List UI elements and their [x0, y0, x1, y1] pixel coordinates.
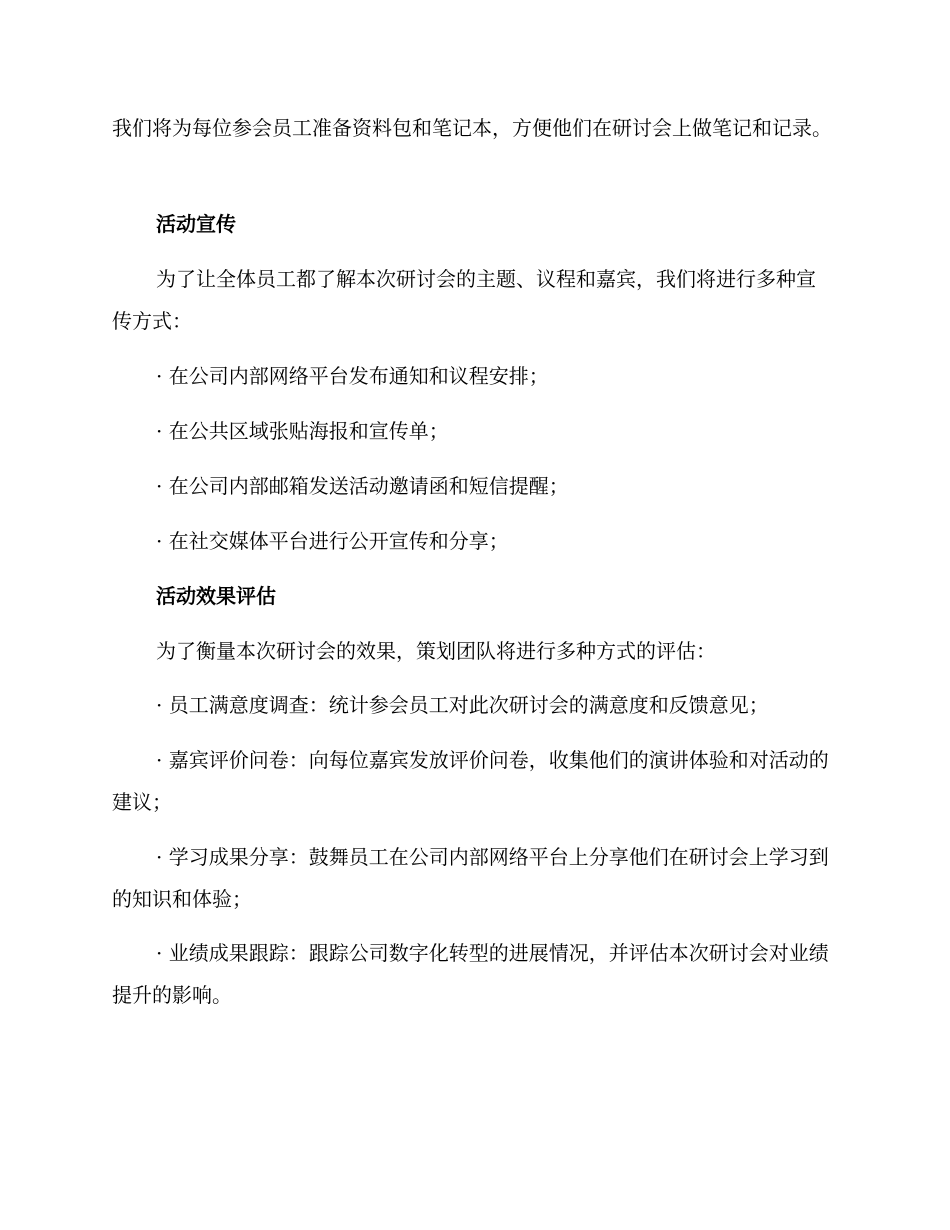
bullet-evaluation-3: · 学习成果分享：鼓舞员工在公司内部网络平台上分享他们在研讨会上学习到的知识和体验； [112, 845, 829, 911]
heading-evaluation: 活动效果评估 [156, 584, 276, 608]
bullet-promotion-4: · 在社交媒体平台进行公开宣传和分享； [156, 529, 509, 553]
paragraph-materials: 我们将为每位参会员工准备资料包和笔记本，方便他们在研讨会上做笔记和记录。 [112, 116, 832, 140]
heading-promotion: 活动宣传 [156, 212, 236, 236]
bullet-promotion-2: · 在公共区域张贴海报和宣传单； [156, 419, 449, 443]
bullet-promotion-1: · 在公司内部网络平台发布通知和议程安排； [156, 364, 549, 388]
bullet-evaluation-1: · 员工满意度调查：统计参会员工对此次研讨会的满意度和反馈意见； [156, 693, 769, 717]
bullet-evaluation-2: · 嘉宾评价问卷：向每位嘉宾发放评价问卷，收集他们的演讲体验和对活动的建议； [112, 748, 829, 814]
bullet-promotion-3: · 在公司内部邮箱发送活动邀请函和短信提醒； [156, 474, 569, 498]
paragraph-promotion-intro: 为了让全体员工都了解本次研讨会的主题、议程和嘉宾，我们将进行多种宣传方式： [112, 267, 816, 333]
paragraph-evaluation-intro: 为了衡量本次研讨会的效果，策划团队将进行多种方式的评估： [156, 639, 716, 663]
bullet-evaluation-4: · 业绩成果跟踪：跟踪公司数字化转型的进展情况，并评估本次研讨会对业绩提升的影响。 [112, 941, 829, 1007]
